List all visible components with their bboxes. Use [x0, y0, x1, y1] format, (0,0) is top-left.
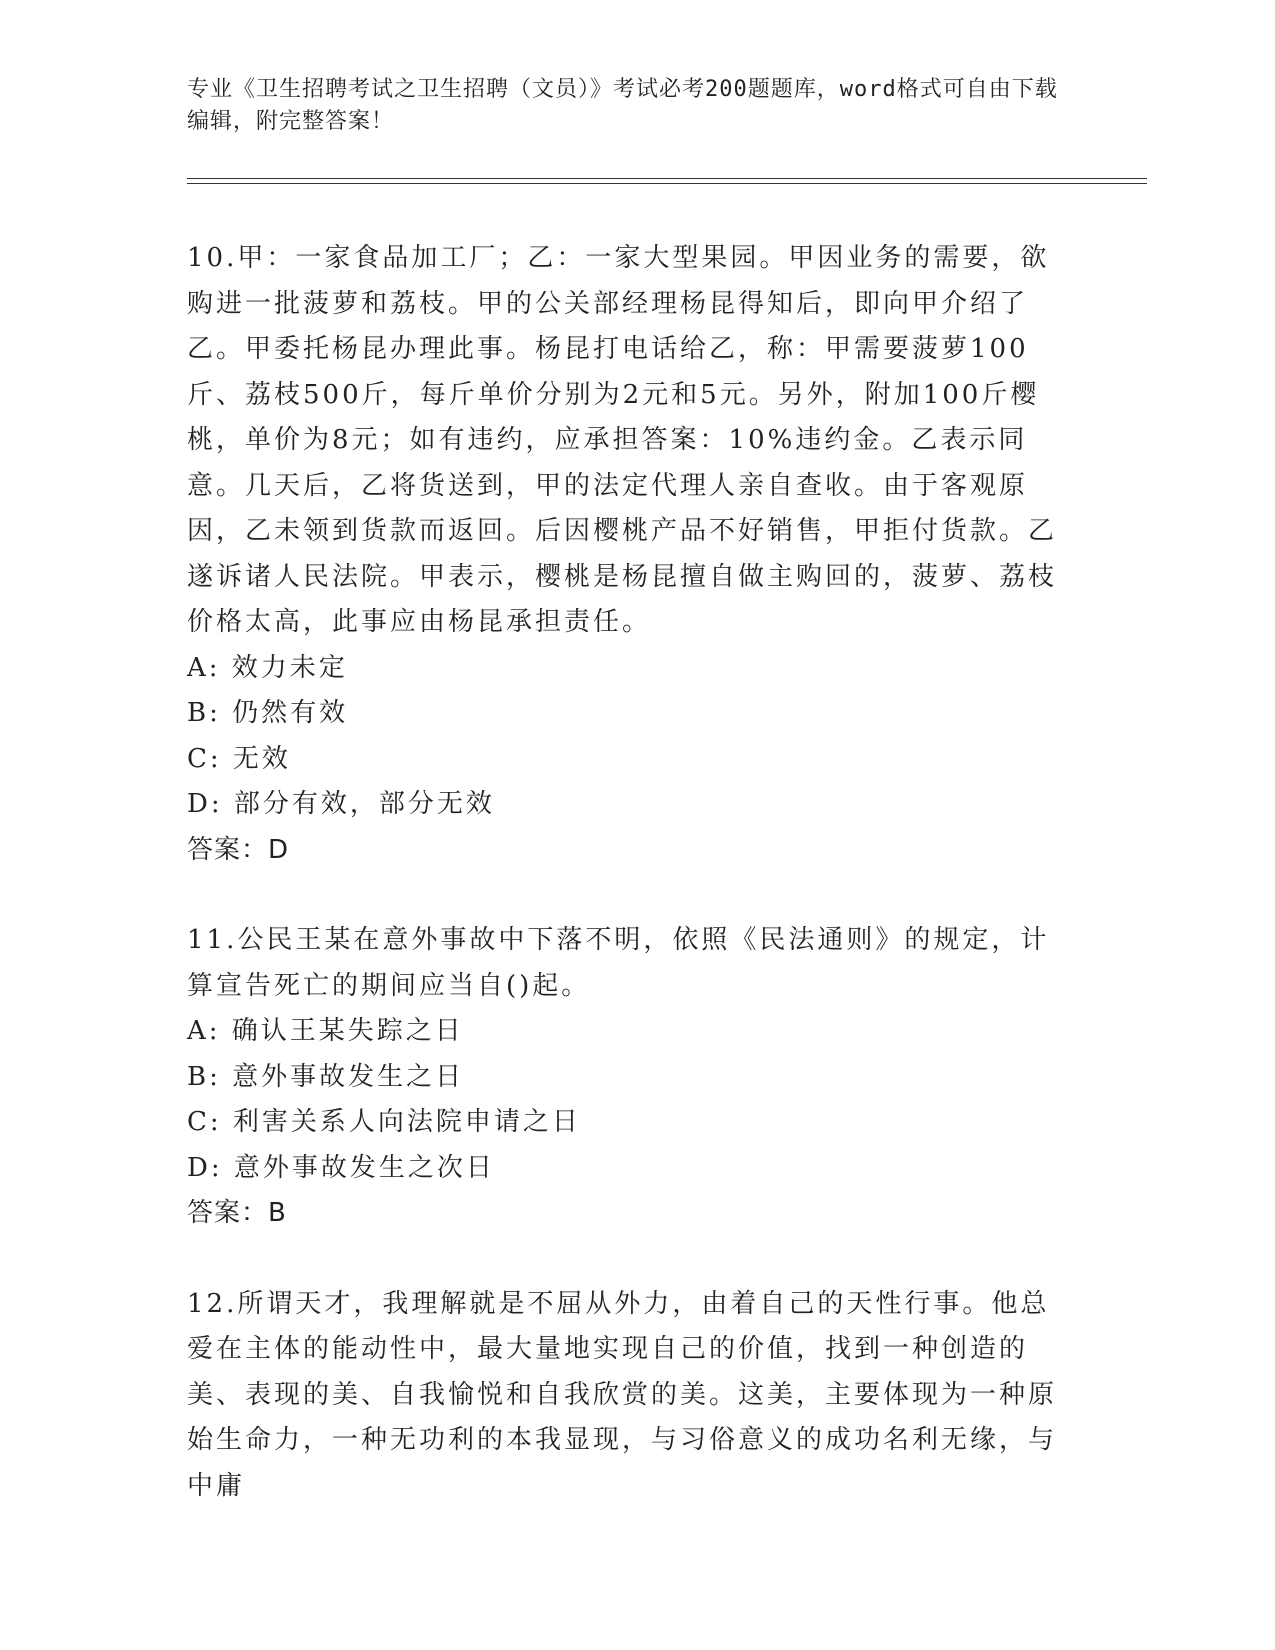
header-divider-top [187, 178, 1147, 179]
question-spacer [187, 1237, 1067, 1282]
question-list [187, 236, 1067, 1509]
document-header: 专业《卫生招聘考试之卫生招聘（文员）》考试必考200题题库，word格式可自由下载编辑，附完整答案！ [187, 77, 1058, 134]
option-b: B: 仍然有效 [187, 698, 349, 728]
question-text: 12.所谓天才，我理解就是不屈从外力，由着自己的天性行事。他总爱在主体的能动性中，最大量地实现自己的价值，找到一种创造的美、表现的美、自我愉悦和自我欣赏的美。这美，主要体现为一种原始生命力，一种无功利的本我显现，与习俗意义的成功名利无缘，与中庸 [187, 1288, 1058, 1501]
header-divider-bottom [187, 183, 1147, 184]
question-10 [187, 236, 1067, 873]
question-12 [187, 1282, 1067, 1510]
option-c: C: 无效 [187, 743, 291, 774]
option-d: D: 部分有效，部分无效 [187, 789, 495, 819]
question-11 [187, 918, 1067, 1237]
answer-label: 答案：D [187, 834, 290, 865]
option-c: C: 利害关系人向法院申请之日 [187, 1107, 581, 1137]
option-a: A: 确认王某失踪之日 [187, 1016, 464, 1046]
question-text: 10.甲：一家食品加工厂；乙：一家大型果园。甲因业务的需要，欲购进一批菠萝和荔枝。甲的公关部经理杨昆得知后，即向甲介绍了乙。甲委托杨昆办理此事。杨昆打电话给乙，称：甲需要菠萝100斤、荔枝500斤，每斤单价分别为2元和5元。另外，附加100斤樱桃，单价为8元；如有违约，应承担答案：10%违约金。乙表示同意。几天后，乙将货送到，甲的法定代理人亲自查收。由于客观原因，乙未领到货款而返回。后因樱桃产品不好销售，甲拒付货款。乙遂诉诸人民法院。甲表示，樱桃是杨昆擅自做主购回的，菠萝、荔枝价格太高，此事应由杨昆承担责任。 [187, 243, 1058, 637]
option-b: B: 意外事故发生之日 [187, 1061, 465, 1092]
question-spacer [187, 873, 1067, 918]
answer-label: 答案：B [187, 1198, 287, 1228]
option-d: D: 意外事故发生之次日 [187, 1152, 495, 1183]
option-a: A: 效力未定 [187, 652, 348, 683]
question-text: 11.公民王某在意外事故中下落不明，依照《民法通则》的规定，计算宣告死亡的期间应当自()起。 [187, 925, 1050, 1001]
